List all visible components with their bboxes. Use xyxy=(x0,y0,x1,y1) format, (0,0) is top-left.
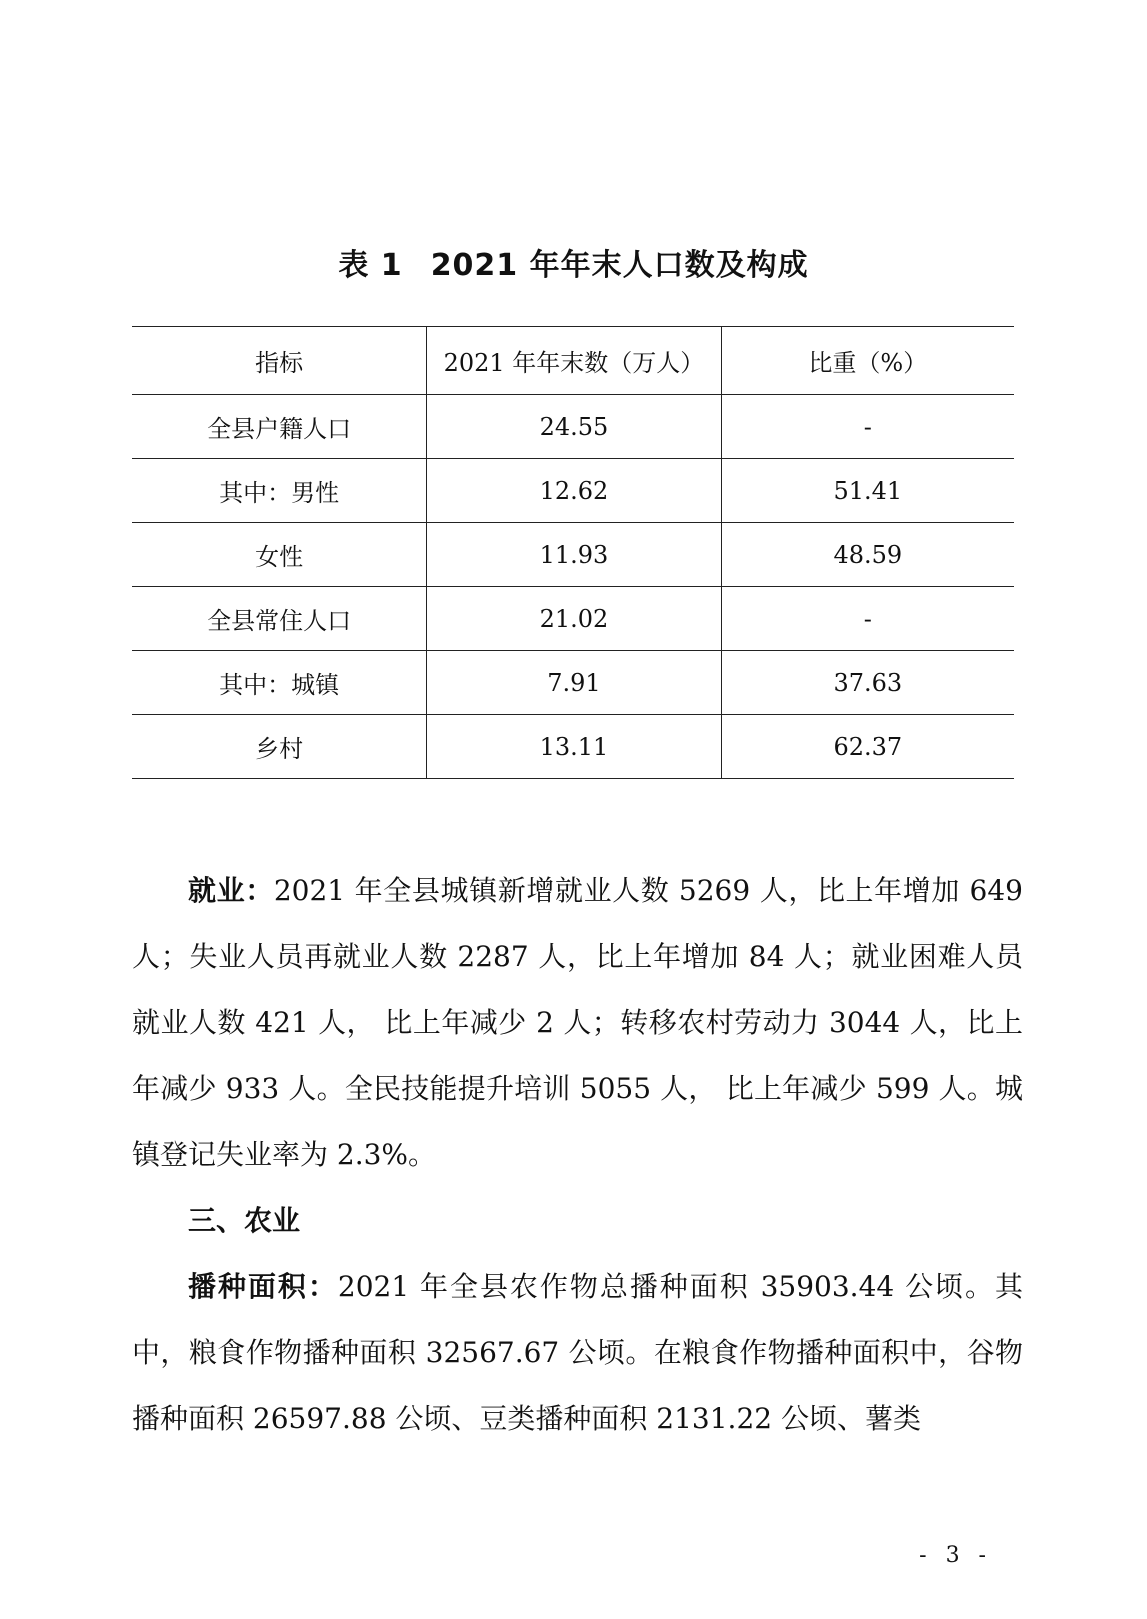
table-title-number: 表 1 xyxy=(338,248,403,283)
sowing-paragraph xyxy=(132,1254,1023,1452)
row-proportion: 37.63 xyxy=(721,651,1014,715)
row-value: 11.93 xyxy=(427,523,721,587)
header-year-end-count: 2021 年年末数（万人） xyxy=(427,327,721,395)
table-row xyxy=(132,459,1014,523)
employment-paragraph xyxy=(132,858,1023,1188)
table-row xyxy=(132,395,1014,459)
table-row xyxy=(132,523,1014,587)
row-proportion: 62.37 xyxy=(721,715,1014,779)
employment-label: 就业： xyxy=(188,874,274,907)
employment-text: 2021 年全县城镇新增就业人数 5269 人，比上年增加 649 人；失业人员再就业人数 2287 人，比上年增加 84 人；就业困难人员就业人数 421 人， 比上年减少 2 人；转移农村劳动力 3044 人，比上年减少 933 人。全民技能提升培训 5055 人， 比上年减少 599 人。城镇登记失业率为 2.3%。 xyxy=(132,874,1023,1171)
row-label: 全县常住人口 xyxy=(132,587,427,651)
row-label: 其中：城镇 xyxy=(132,651,427,715)
table-row xyxy=(132,715,1014,779)
table-row xyxy=(132,587,1014,651)
row-label: 女性 xyxy=(132,523,427,587)
section-heading: 三、农业 xyxy=(188,1204,301,1237)
header-indicator: 指标 xyxy=(132,327,427,395)
row-proportion: 48.59 xyxy=(721,523,1014,587)
table-header-row xyxy=(132,327,1014,395)
row-proportion: - xyxy=(721,587,1014,651)
row-value: 13.11 xyxy=(427,715,721,779)
row-proportion: - xyxy=(721,395,1014,459)
row-value: 24.55 xyxy=(427,395,721,459)
table-title-text: 2021 年年末人口数及构成 xyxy=(430,248,809,283)
header-proportion: 比重（%） xyxy=(721,327,1014,395)
table-row xyxy=(132,651,1014,715)
sowing-label: 播种面积： xyxy=(188,1270,338,1303)
population-table xyxy=(132,326,1014,779)
page-number: - 3 - xyxy=(919,1543,992,1568)
row-proportion: 51.41 xyxy=(721,459,1014,523)
row-value: 12.62 xyxy=(427,459,721,523)
body-text xyxy=(132,858,1023,1452)
sowing-text: 2021 年全县农作物总播种面积 35903.44 公顷。其中，粮食作物播种面积 32567.67 公顷。在粮食作物播种面积中，谷物播种面积 26597.88 公顷、豆类播种面积 2131.22 公顷、薯类 xyxy=(132,1270,1023,1435)
row-label: 其中：男性 xyxy=(132,459,427,523)
row-label: 全县户籍人口 xyxy=(132,395,427,459)
row-value: 7.91 xyxy=(427,651,721,715)
row-value: 21.02 xyxy=(427,587,721,651)
row-label: 乡村 xyxy=(132,715,427,779)
table-title xyxy=(0,240,1147,284)
